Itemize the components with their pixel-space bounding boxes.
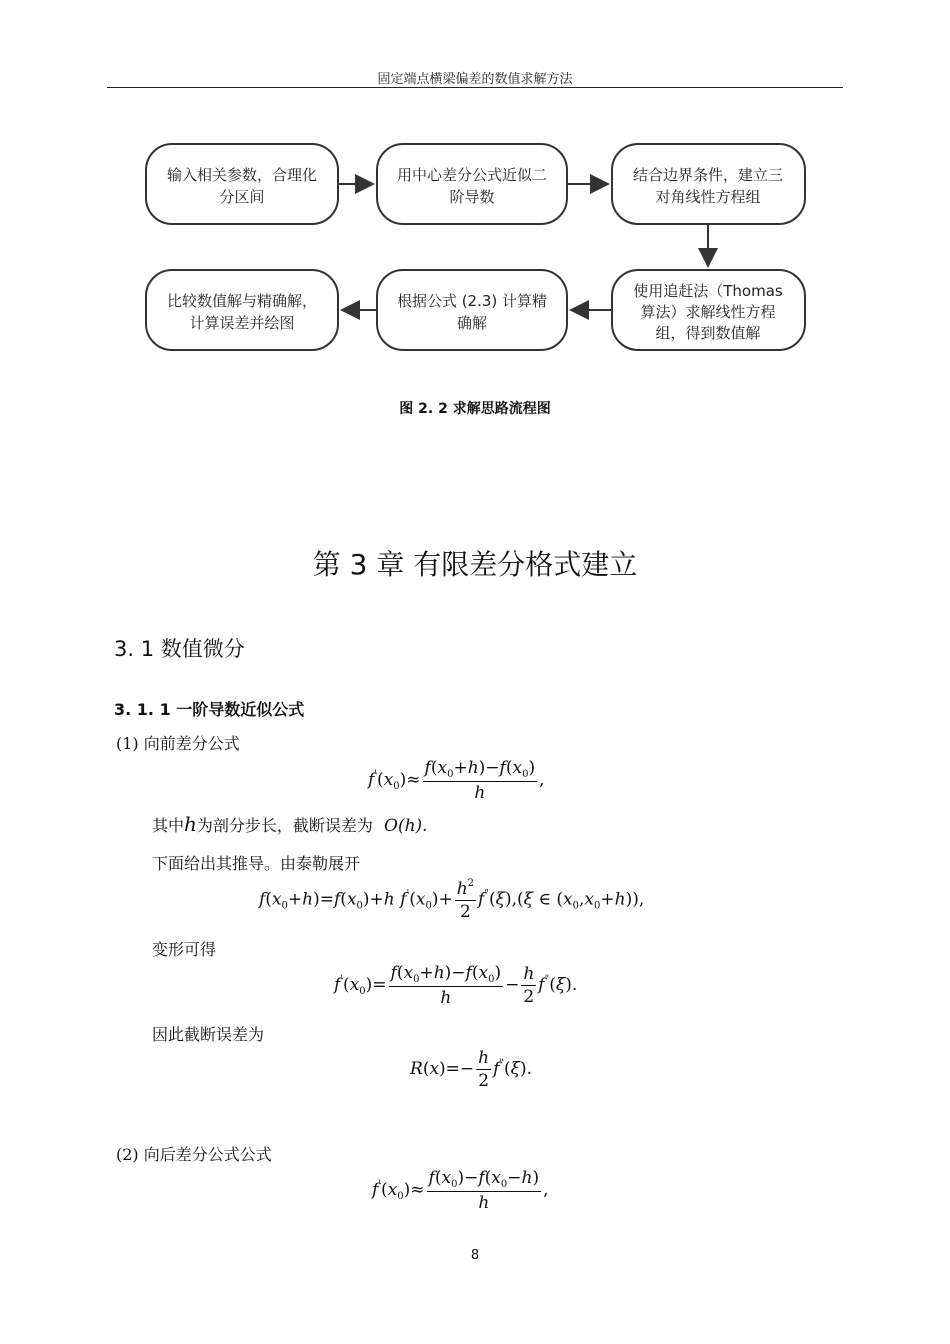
equation-forward: $f'(x_0)\approx$ $\frac{f(x_0+h)-f(x_0)}{h}$ , <box>368 758 545 803</box>
flow-node-1 <box>146 144 338 224</box>
equation-backward: $f'(x_0)\approx$ $\frac{f(x_0)-f(x_0-h)}{h}$ , <box>372 1168 549 1213</box>
flow-node-4-line2: 算法）求解线性方程 <box>640 303 776 321</box>
equation-taylor: $f(x_0+h)=f(x_0)+h$ $f'(x_0)+$ $\frac{h^2}{2}$ f"(ξ),(ξ ∈ $(x_0,x_0+h)$), <box>259 878 645 922</box>
flow-node-4-line3: 组，得到数值解 <box>655 324 761 342</box>
page-number: 8 <box>470 1248 480 1263</box>
flow-node-6-line2: 计算误差并绘图 <box>189 314 295 332</box>
flow-node-2-line2: 阶导数 <box>449 188 495 206</box>
flow-node-3-line2: 对角线性方程组 <box>655 188 761 206</box>
where-h: h <box>184 812 197 836</box>
running-header: 固定端点横梁偏差的数值求解方法 <box>377 72 573 87</box>
figure-caption: 图 2. 2 求解思路流程图 <box>399 401 551 417</box>
flow-node-6 <box>146 270 338 350</box>
transform-text: 变形可得 <box>152 940 217 959</box>
item-backward-difference: (2) 向后差分公式公式 <box>116 1145 272 1164</box>
where-prefix: 其中 <box>152 816 185 835</box>
flow-node-1-line1: 输入相关参数，合理化 <box>166 166 318 184</box>
flow-node-5-line2: 确解 <box>456 314 488 332</box>
chapter-title: 第 3 章 有限差分格式建立 <box>312 548 638 581</box>
therefore-text: 因此截断误差为 <box>152 1025 265 1044</box>
flow-node-3-line1: 结合边界条件，建立三 <box>632 166 784 184</box>
flow-node-1-line2: 分区间 <box>219 188 265 206</box>
flow-node-3 <box>612 144 805 224</box>
subsection-title: 3. 1. 1 一阶导数近似公式 <box>114 700 305 719</box>
flow-node-2-line1: 用中心差分公式近似二 <box>396 166 548 184</box>
where-line <box>152 812 428 836</box>
derivation-intro: 下面给出其推导。由泰勒展开 <box>152 854 361 873</box>
flow-node-5 <box>377 270 567 350</box>
flow-node-6-line1: 比较数值解与精确解， <box>166 292 318 310</box>
where-mid: 为剖分步长，截断误差为 <box>196 816 373 835</box>
flow-node-5-line1: 根据公式 (2.3) 计算精 <box>396 292 548 310</box>
flowchart <box>0 0 950 380</box>
section-title: 3. 1 数值微分 <box>114 637 245 661</box>
where-O: O(h). <box>384 816 428 836</box>
flow-node-4-line1: 使用追赶法（Thomas <box>633 282 783 300</box>
equation-forward-derivation: $f'(x_0)=$ $\frac{f(x_0+h)-f(x_0)}{h}$ − $\frac{h}{2}$ f"(ξ). <box>334 963 578 1008</box>
flow-node-2 <box>377 144 567 224</box>
flow-node-4 <box>612 270 805 350</box>
item-forward-difference: (1) 向前差分公式 <box>116 734 240 753</box>
equation-truncation-error: R(x)=− $\frac{h}{2}$ f"(ξ). <box>410 1048 533 1091</box>
